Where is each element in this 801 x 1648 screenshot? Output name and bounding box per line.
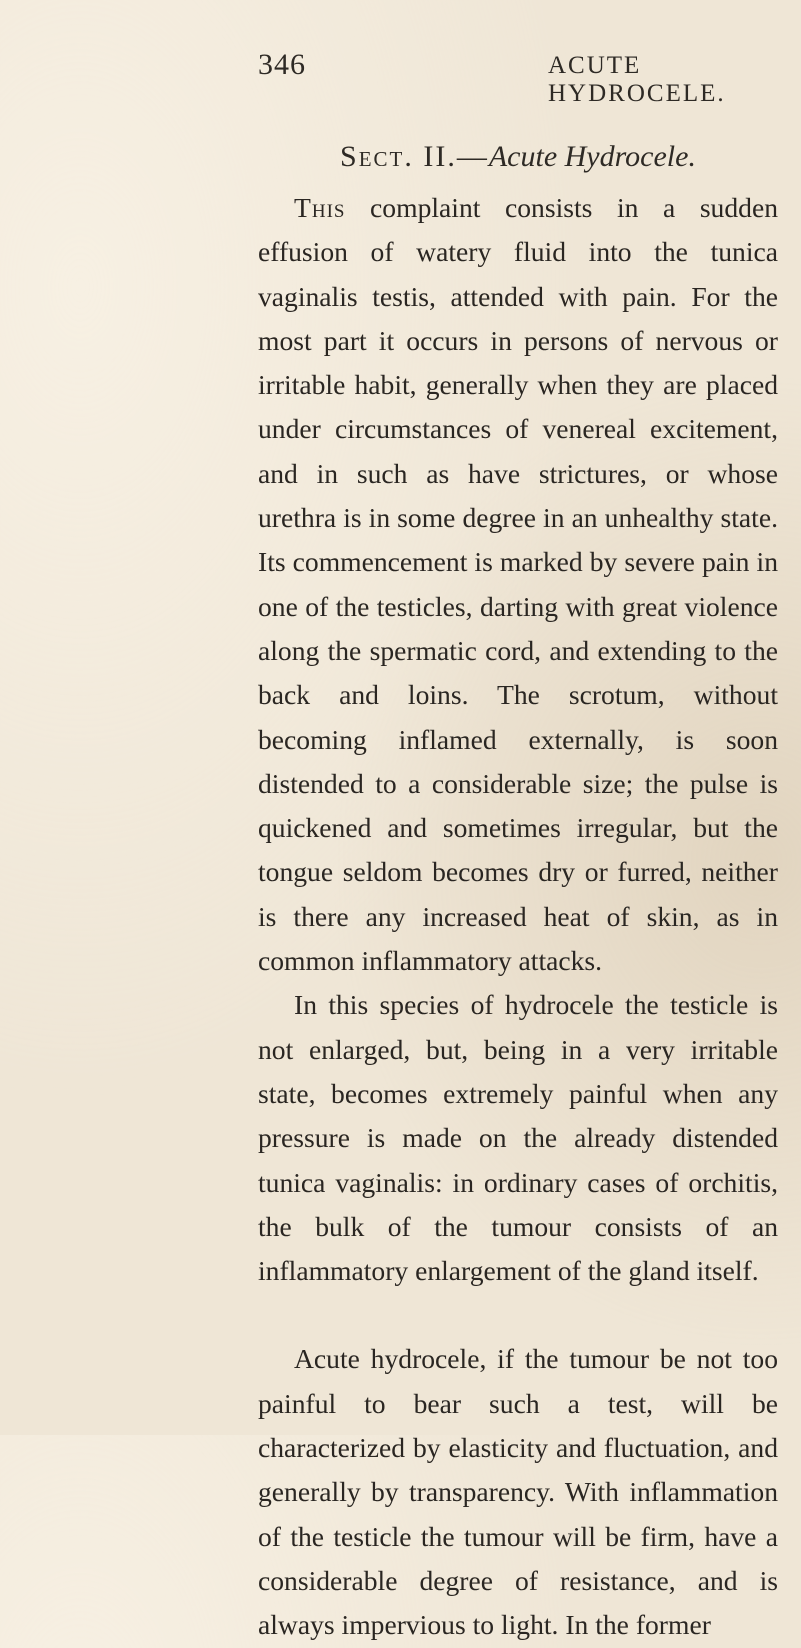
page-number: 346 [258, 48, 306, 81]
paragraph-2: In this species of hydrocele the testicle is not enlarged, but, being in a very irritable state, becomes extremely painful when any pressure is made on the already distended tunica vaginalis: in ordinary cases of orchitis, the bulk of the tumour consists of an inflammatory enlargement of the gland itself. [258, 989, 778, 1287]
body-text [258, 186, 778, 1648]
page-header [258, 48, 737, 107]
section-title: Acute Hydrocele. [488, 140, 696, 173]
section-heading [258, 140, 778, 174]
paragraph-1 [258, 186, 778, 983]
paragraph-3: Acute hydrocele, if the tumour be not too painful to bear such a test, will be characterized by elasticity and fluctuation, and generally by transparency. With inflammation of the testicle the tumour will be firm, have a considerable degree of resistance, and is always impervious to light. In the former [258, 1343, 778, 1641]
paragraph-1-text: complaint consists in a sudden effusion of watery fluid into the tunica vaginalis testis, attended with pain. For the most part it occurs in persons of nervous or irritable habit, generally when they are placed under circumstances of venereal excitement, and in such as have strictures, or whose urethra is in some degree in an unhealthy state. Its commencement is marked by severe pain in one of the testicles, darting with great violence along the spermatic cord, and extending to the back and loins. The scrotum, without becoming inflamed externally, is soon distended to a considerable size; the pulse is quickened and sometimes irregular, but the tongue seldom becomes dry or furred, neither is there any increased heat of skin, as in common inflammatory attacks. [258, 192, 778, 977]
paragraph-lead-word: This [294, 192, 346, 223]
running-head: ACUTE HYDROCELE. [548, 52, 726, 107]
section-label: Sect. II.— [340, 140, 489, 173]
